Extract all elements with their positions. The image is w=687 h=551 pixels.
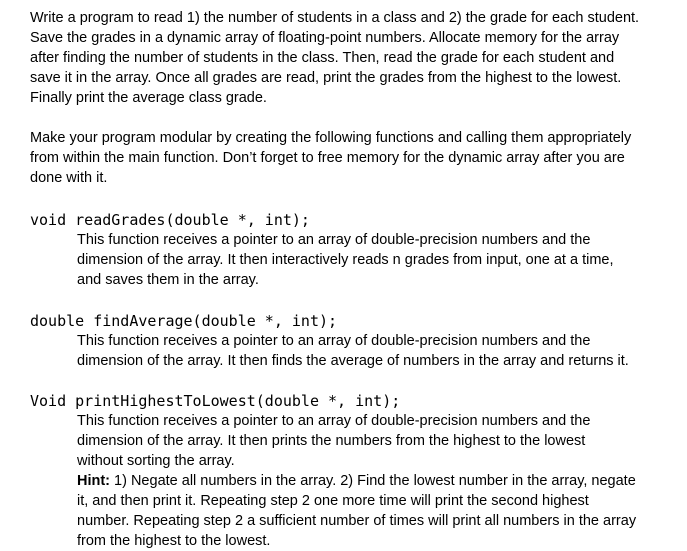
spacer [30,290,670,311]
function-signature: void readGrades(double *, int); [30,211,310,229]
spacer [30,371,670,391]
hint-label: Hint: [77,473,111,489]
function-print-highest-to-lowest [30,391,670,551]
function-description: This function receives a pointer to an array of double-precision numbers and the dimension of the array. It then prints the numbers from the highest to the lowest without sorting the array. [77,413,591,469]
hint [77,471,670,551]
document [30,8,670,551]
function-description: This function receives a pointer to an array of double-precision numbers and the dimension of the array. It then interactively reads n grades from input, one at a time, and saves them in the array. [77,232,614,288]
function-find-average [30,311,670,371]
spacer [30,188,670,210]
hint-text: 1) Negate all numbers in the array. 2) Find the lowest number in the array, negate it, and then print it. Repeating step 2 one more time will print the second highest number. Repeating step 2 a sufficient number of times will print all numbers in the array from the highest to the lowest. [77,473,637,549]
modular-instructions-paragraph: Make your program modular by creating the following functions and calling them appropriately from within the main function. Don’t forget to free memory for the dynamic array after you are done with it. [30,130,632,186]
intro-paragraph: Write a program to read 1) the number of students in a class and 2) the grade for each student. Save the grades in a dynamic array of floating-point numbers. Allocate memory for the array after finding the number of students in the class. Then, read the grade for each student and save it in the array. Once all grades are read, print the grades from the highest to the lowest. Finally print the average class grade. [30,10,640,106]
function-read-grades [30,210,670,290]
spacer [30,108,670,128]
function-description: This function receives a pointer to an array of double-precision numbers and the dimension of the array. It then finds the average of numbers in the array and returns it. [77,333,629,369]
function-signature: double findAverage(double *, int); [30,312,338,330]
function-signature: Void printHighestToLowest(double *, int); [30,392,401,410]
